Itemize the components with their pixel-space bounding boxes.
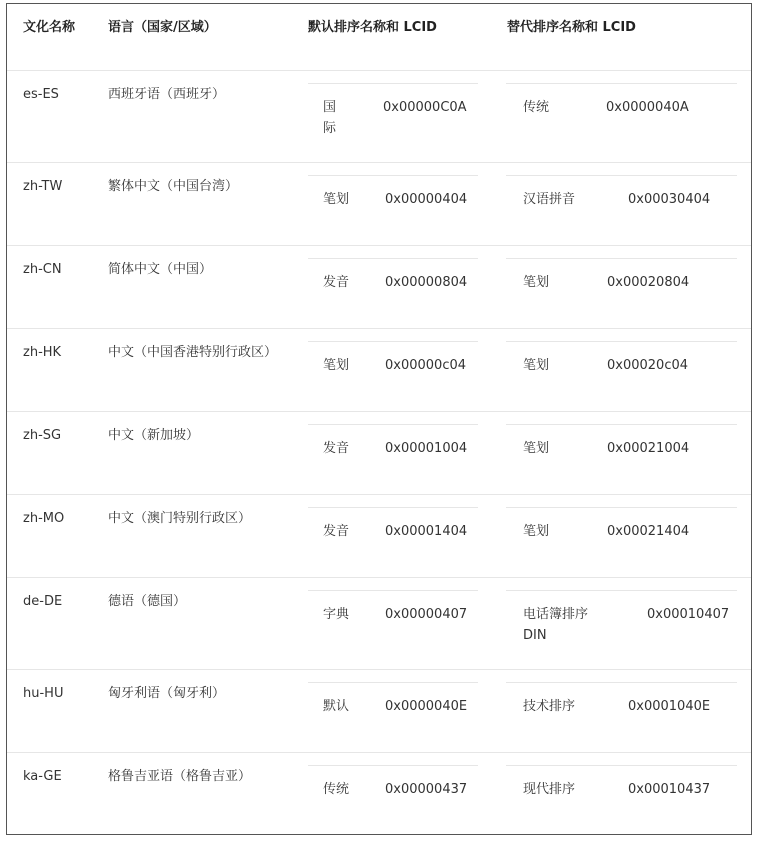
row-separator [7,70,751,71]
cell-culture: zh-HK [23,345,62,360]
cell-language: 中文（澳门特别行政区） [108,511,252,526]
cell-alt-sort-name: 笔划 [523,275,550,290]
cell-alt-sort-name: 传统 [523,100,550,115]
row-separator [7,411,751,412]
cell-default-lcid: 0x00000404 [385,192,468,207]
cell-default-lcid: 0x00000c04 [385,358,467,373]
cell-alt-lcid: 0x00010437 [628,782,711,797]
cell-alt-sort-name: 笔划 [523,441,550,456]
cell-culture: zh-TW [23,179,63,194]
cell-default-sort-name: 默认 [323,699,350,714]
nested-table-border [308,424,478,425]
header-alt-sort: 替代排序名称和 LCID [507,20,636,35]
cell-default-lcid: 0x00000407 [385,607,468,622]
nested-table-border [308,507,478,508]
row-separator [7,328,751,329]
cell-language: 繁体中文（中国台湾） [108,179,239,194]
nested-table-border [506,590,737,591]
cell-language: 格鲁吉亚语（格鲁吉亚） [108,769,252,784]
cell-culture: de-DE [23,594,63,609]
nested-table-border [308,258,478,259]
cell-language: 德语（德国） [108,594,187,609]
row-separator [7,669,751,670]
cell-culture: zh-CN [23,262,62,277]
row-separator [7,494,751,495]
cell-alt-lcid: 0x00020804 [607,275,690,290]
nested-table-border [506,424,737,425]
header-default-sort: 默认排序名称和 LCID [308,20,437,35]
nested-table-border [308,765,478,766]
row-separator [7,577,751,578]
cell-language: 西班牙语（西班牙） [108,87,226,102]
nested-table-border [308,175,478,176]
nested-table-border [308,83,478,84]
nested-table-border [308,341,478,342]
nested-table-border [506,507,737,508]
cell-default-sort-name: 国际 [323,100,337,136]
cell-alt-lcid: 0x00021404 [607,524,690,539]
cell-culture: ka-GE [23,769,62,784]
cell-culture: hu-HU [23,686,64,701]
cell-default-lcid: 0x00000804 [385,275,468,290]
cell-language: 匈牙利语（匈牙利） [108,686,226,701]
cell-default-lcid: 0x00001404 [385,524,468,539]
cell-culture: zh-SG [23,428,62,443]
nested-table-border [506,765,737,766]
nested-table-border [506,682,737,683]
nested-table-border [506,83,737,84]
cell-alt-sort-name: 现代排序 [523,782,576,797]
cell-alt-lcid: 0x00021004 [607,441,690,456]
cell-default-sort-name: 发音 [323,524,350,539]
cell-default-sort-name: 发音 [323,275,350,290]
header-culture: 文化名称 [23,20,76,35]
cell-default-sort-name: 笔划 [323,358,350,373]
cell-default-sort-name: 发音 [323,441,350,456]
cell-language: 中文（中国香港特别行政区） [108,345,278,360]
cell-alt-sort-name: 笔划 [523,358,550,373]
header-language: 语言（国家/区域） [108,20,217,35]
cell-alt-lcid: 0x00010407 [647,607,730,622]
nested-table-border [308,682,478,683]
row-separator [7,245,751,246]
cell-culture: zh-MO [23,511,65,526]
cell-alt-sort-name: 电话簿排序 DIN [523,607,589,643]
cell-default-lcid: 0x00000437 [385,782,468,797]
cell-language: 简体中文（中国） [108,262,213,277]
nested-table-border [506,341,737,342]
cell-default-sort-name: 字典 [323,607,350,622]
cell-culture: es-ES [23,87,59,102]
nested-table-border [506,258,737,259]
cell-alt-sort-name: 汉语拼音 [523,192,576,207]
cell-alt-sort-name: 笔划 [523,524,550,539]
cell-alt-sort-name: 技术排序 [523,699,576,714]
cell-default-lcid: 0x00001004 [385,441,468,456]
cell-default-lcid: 0x00000C0A [383,100,467,115]
cell-default-lcid: 0x0000040E [385,699,468,714]
row-separator [7,162,751,163]
cell-alt-lcid: 0x0000040A [606,100,689,115]
cell-alt-lcid: 0x0001040E [628,699,711,714]
nested-table-border [308,590,478,591]
cell-alt-lcid: 0x00030404 [628,192,711,207]
nested-table-border [506,175,737,176]
cell-default-sort-name: 传统 [323,782,350,797]
cell-language: 中文（新加坡） [108,428,200,443]
cell-alt-lcid: 0x00020c04 [607,358,689,373]
cell-default-sort-name: 笔划 [323,192,350,207]
row-separator [7,752,751,753]
